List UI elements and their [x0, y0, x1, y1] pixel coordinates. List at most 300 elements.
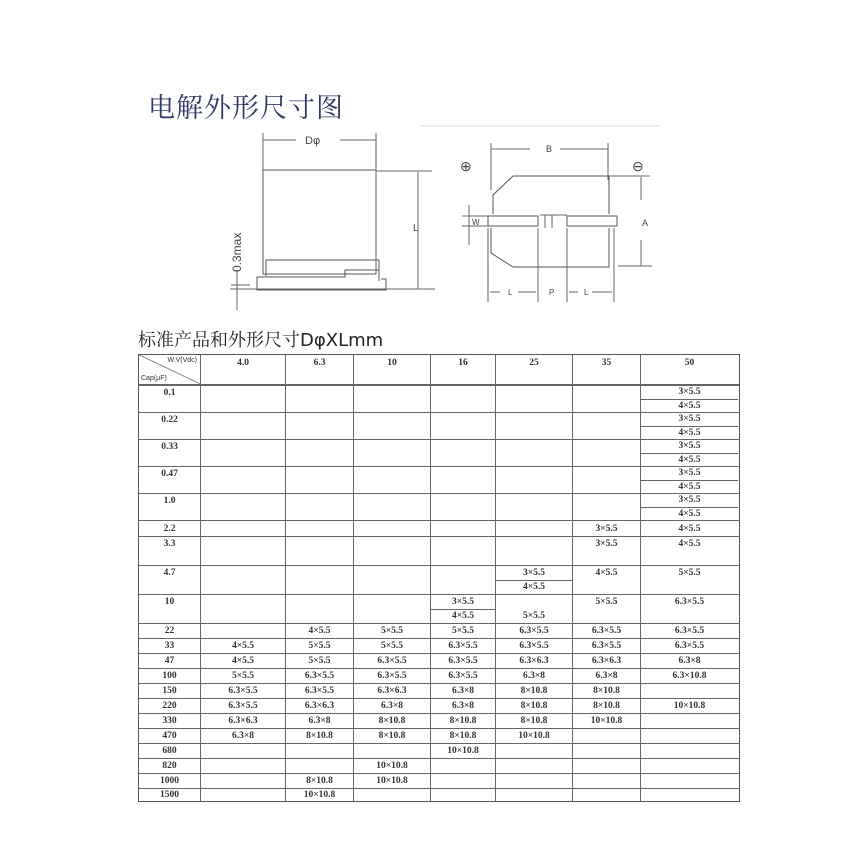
size-cell	[286, 639, 354, 653]
size-cell	[431, 440, 496, 466]
table-row	[139, 521, 739, 537]
size-value: 10×10.8	[673, 701, 706, 711]
capacitance-cell	[139, 467, 201, 493]
capacitance-value: 100	[162, 671, 177, 681]
size-cell	[354, 467, 431, 493]
size-value	[201, 759, 285, 773]
size-value	[573, 440, 640, 453]
size-cell	[354, 440, 431, 466]
size-cell	[354, 413, 431, 439]
size-cell	[496, 669, 573, 683]
size-cell	[431, 729, 496, 743]
size-value	[286, 386, 353, 399]
size-value: 6.3×5.5	[591, 641, 622, 651]
size-cell	[496, 521, 573, 536]
size-cell	[431, 566, 496, 594]
side-view-drawing	[462, 143, 652, 302]
size-value	[496, 440, 572, 453]
capacitance-cell	[139, 699, 201, 713]
size-value	[286, 494, 353, 507]
size-value: 6.3×5.5	[377, 656, 407, 666]
size-value-bottom: 4×5.5	[641, 480, 738, 494]
size-value: 6.3×6.3	[591, 656, 622, 666]
size-cell	[641, 467, 738, 493]
size-value	[573, 774, 640, 788]
size-cell	[573, 729, 641, 743]
size-cell	[286, 714, 354, 728]
size-value	[201, 774, 285, 788]
size-cell	[573, 639, 641, 653]
capacitance-value: 1500	[160, 790, 179, 800]
size-value: 5×5.5	[595, 596, 618, 607]
capacitance-cell	[139, 774, 201, 788]
table-row	[139, 744, 739, 759]
size-value: 5×5.5	[231, 671, 255, 681]
size-cell	[496, 654, 573, 668]
size-value: 8×10.8	[593, 701, 620, 711]
size-value: 10×10.8	[303, 790, 336, 800]
capacitance-cell	[139, 669, 201, 683]
size-cell	[286, 759, 354, 773]
voltage-header: 6.3	[286, 355, 354, 384]
size-cell	[286, 744, 354, 758]
size-cell	[431, 774, 496, 788]
size-cell	[573, 789, 641, 801]
size-value	[286, 521, 353, 536]
size-value: 4×5.5	[231, 641, 255, 651]
size-value: 5×5.5	[451, 626, 475, 636]
table-row	[139, 669, 739, 684]
size-cell	[496, 440, 573, 466]
size-cell	[354, 537, 431, 565]
size-value: 10×10.8	[518, 731, 550, 741]
voltage-header: 4.0	[201, 355, 286, 384]
size-cell	[496, 759, 573, 773]
size-value: 6.3×8	[522, 671, 546, 681]
size-cell	[286, 684, 354, 698]
size-value	[431, 467, 495, 480]
capacitance-cell	[139, 624, 201, 638]
size-cell	[641, 744, 738, 758]
capacitance-value: 330	[162, 716, 177, 726]
size-cell	[641, 759, 738, 773]
capacitance-value: 22	[164, 626, 175, 636]
size-cell	[431, 624, 496, 638]
size-value: 6.3×6.3	[519, 656, 549, 666]
voltage-axis-label: W.V(Vdc)	[167, 357, 197, 364]
size-value	[573, 494, 640, 507]
size-cell	[641, 440, 738, 466]
size-value: 6.3×8	[380, 701, 404, 711]
size-cell	[496, 494, 573, 520]
table-row	[139, 639, 739, 654]
size-value	[201, 566, 285, 579]
capacitance-cell	[139, 654, 201, 668]
size-value	[431, 759, 495, 773]
table-row	[139, 714, 739, 729]
size-value	[201, 386, 285, 399]
size-cell	[201, 714, 286, 728]
capacitance-cell	[139, 759, 201, 773]
size-value: 8×10.8	[378, 731, 406, 741]
capacitance-value: 1.0	[163, 495, 176, 506]
size-cell	[286, 440, 354, 466]
size-cell	[201, 467, 286, 493]
size-value-top: 3×5.5	[451, 596, 475, 607]
size-value	[201, 789, 285, 801]
size-cell	[354, 669, 431, 683]
size-value	[496, 386, 572, 399]
size-cell	[573, 537, 641, 565]
size-cell	[286, 494, 354, 520]
size-cell	[201, 595, 286, 623]
size-value	[431, 789, 495, 801]
size-value: 6.3×8	[451, 701, 475, 711]
capacitance-value: 1000	[160, 776, 179, 786]
size-cell	[496, 744, 573, 758]
table-row	[139, 654, 739, 669]
size-value: 4×5.5	[308, 626, 331, 636]
size-cell	[201, 789, 286, 801]
size-value: 6.3×5.5	[377, 671, 407, 681]
capacitance-cell	[139, 729, 201, 743]
capacitance-cell	[139, 789, 201, 801]
size-cell	[496, 624, 573, 638]
capacitance-cell	[139, 440, 201, 466]
size-value	[201, 494, 285, 507]
size-cell	[201, 639, 286, 653]
size-value: 6.3×5.5	[519, 641, 549, 651]
size-cell	[641, 654, 738, 668]
table-row	[139, 774, 739, 789]
capacitance-cell	[139, 494, 201, 520]
size-value: 8×10.8	[520, 701, 548, 711]
size-cell	[286, 537, 354, 565]
size-cell	[286, 699, 354, 713]
size-cell	[286, 669, 354, 683]
size-cell	[354, 566, 431, 594]
size-value	[431, 440, 495, 453]
size-value	[201, 413, 285, 426]
size-value	[496, 759, 572, 773]
size-value	[496, 789, 572, 801]
size-value: 6.3×6.3	[228, 716, 258, 726]
size-value	[641, 744, 738, 758]
size-value	[573, 744, 640, 758]
size-value: 6.3×5.5	[448, 656, 478, 666]
size-value: 8×10.8	[306, 776, 333, 786]
size-cell	[573, 759, 641, 773]
size-value	[354, 789, 430, 801]
size-cell	[354, 624, 431, 638]
voltage-header: 35	[573, 355, 641, 384]
size-value	[496, 744, 572, 758]
size-cell	[201, 774, 286, 788]
table-row	[139, 699, 739, 714]
size-cell	[201, 624, 286, 638]
size-cell	[201, 654, 286, 668]
size-cell	[431, 639, 496, 653]
size-cell	[286, 789, 354, 801]
size-value	[573, 729, 640, 743]
size-value	[286, 759, 353, 773]
size-value: 6.3×5.5	[448, 671, 478, 681]
size-cell	[496, 684, 573, 698]
size-cell	[496, 595, 573, 623]
size-cell	[354, 521, 431, 536]
table-row	[139, 537, 739, 566]
size-value	[496, 537, 572, 550]
capacitance-value: 33	[164, 641, 175, 651]
size-value-top: 3×5.5	[678, 441, 701, 452]
size-value: 5×5.5	[678, 567, 701, 578]
size-value-bottom: 5×5.5	[522, 611, 546, 621]
size-value: 4×5.5	[678, 538, 701, 549]
size-cell	[354, 714, 431, 728]
size-value	[286, 595, 353, 608]
size-value	[201, 467, 285, 480]
size-cell	[573, 566, 641, 594]
size-cell	[201, 537, 286, 565]
table-row	[139, 494, 739, 521]
size-cell	[354, 595, 431, 623]
capacitance-value: 47	[164, 656, 175, 666]
size-value: 6.3×5.5	[228, 686, 258, 696]
size-value-bottom: 4×5.5	[641, 507, 738, 521]
size-value	[286, 537, 353, 550]
size-value-top	[496, 595, 572, 609]
size-value: 8×10.8	[449, 716, 477, 726]
size-value	[431, 494, 495, 507]
capacitance-cell	[139, 386, 201, 412]
table-row	[139, 624, 739, 639]
size-cell	[286, 624, 354, 638]
size-value: 8×10.8	[306, 731, 333, 741]
size-cell	[573, 684, 641, 698]
size-cell	[496, 639, 573, 653]
size-value: 10×10.8	[590, 716, 623, 726]
size-cell	[201, 413, 286, 439]
size-value	[641, 684, 738, 698]
size-cell	[354, 494, 431, 520]
size-value	[201, 744, 285, 758]
size-value: 10×10.8	[447, 746, 479, 756]
size-value	[201, 537, 285, 550]
size-cell	[573, 413, 641, 439]
size-cell	[573, 467, 641, 493]
size-value	[431, 537, 495, 550]
size-cell	[201, 759, 286, 773]
b-label: B	[546, 144, 553, 154]
size-cell	[496, 537, 573, 565]
size-cell	[431, 595, 496, 623]
size-value	[286, 440, 353, 453]
size-value: 6.3×5.5	[674, 626, 705, 636]
size-cell	[431, 654, 496, 668]
size-value: 6.3×5.5	[228, 701, 258, 711]
capacitance-value: 3.3	[163, 538, 176, 549]
size-cell	[431, 413, 496, 439]
size-cell	[286, 774, 354, 788]
size-value	[573, 413, 640, 426]
size-value-bottom: 4×5.5	[641, 426, 738, 440]
size-value	[201, 624, 285, 638]
size-cell	[354, 699, 431, 713]
size-cell	[431, 789, 496, 801]
size-value	[286, 744, 353, 758]
size-value	[573, 467, 640, 480]
capacitance-cell	[139, 566, 201, 594]
size-cell	[354, 386, 431, 412]
size-cell	[286, 521, 354, 536]
size-value	[573, 759, 640, 773]
size-value	[431, 521, 495, 536]
size-cell	[431, 684, 496, 698]
size-cell	[573, 654, 641, 668]
minus-symbol: ⊖	[632, 158, 644, 174]
size-value	[641, 714, 738, 728]
size-value: 4×5.5	[678, 523, 701, 534]
size-value	[431, 413, 495, 426]
size-cell	[496, 566, 573, 594]
size-cell	[641, 774, 738, 788]
length-label: L	[413, 223, 419, 234]
size-cell	[573, 595, 641, 623]
size-value: 4×5.5	[595, 567, 618, 578]
voltage-header: 50	[684, 358, 695, 368]
size-cell	[641, 537, 738, 565]
size-cell	[201, 684, 286, 698]
capacitance-value: 0.47	[161, 468, 178, 479]
size-cell	[354, 744, 431, 758]
a-label: A	[642, 218, 649, 228]
capacitance-value: 820	[162, 761, 177, 771]
size-cell	[496, 789, 573, 801]
table-title: 标准产品和外形尺寸DφXLmm	[138, 330, 384, 351]
size-value-bottom: 4×5.5	[496, 580, 572, 595]
plus-symbol: ⊕	[460, 158, 472, 174]
size-value: 5×5.5	[380, 641, 404, 651]
size-value	[641, 729, 738, 743]
size-value	[573, 386, 640, 399]
size-value: 6.3×6.3	[377, 686, 407, 696]
size-cell	[354, 684, 431, 698]
size-value: 10×10.8	[376, 761, 408, 771]
size-value: 6.3×5.5	[304, 671, 335, 681]
table-corner-header	[139, 355, 201, 384]
size-cell	[496, 699, 573, 713]
size-value	[496, 413, 572, 426]
size-cell	[201, 744, 286, 758]
size-cell	[201, 440, 286, 466]
size-value: 6.3×8	[308, 716, 331, 726]
p-label: P	[549, 288, 555, 297]
size-value-top: 3×5.5	[678, 468, 701, 479]
l-right-label: L	[584, 288, 589, 297]
size-cell	[496, 386, 573, 412]
size-value	[354, 537, 430, 550]
size-cell	[496, 729, 573, 743]
size-cell	[573, 669, 641, 683]
size-cell	[641, 595, 738, 623]
table-row	[139, 729, 739, 744]
size-value	[496, 467, 572, 480]
dimension-drawings	[0, 0, 850, 330]
size-cell	[641, 669, 738, 683]
size-cell	[641, 684, 738, 698]
size-cell	[573, 494, 641, 520]
w-label: W	[472, 218, 480, 227]
size-value: 8×10.8	[593, 686, 620, 696]
size-cell	[286, 386, 354, 412]
size-cell	[573, 521, 641, 536]
size-cell	[641, 386, 738, 412]
size-value	[496, 494, 572, 507]
size-value	[431, 386, 495, 399]
size-value	[286, 467, 353, 480]
table-row	[139, 386, 739, 413]
table-row	[139, 789, 739, 801]
size-cell	[201, 521, 286, 536]
size-value	[354, 386, 430, 399]
capacitance-value: 150	[162, 686, 177, 696]
size-cell	[431, 467, 496, 493]
size-cell	[201, 669, 286, 683]
size-cell	[641, 521, 738, 536]
size-value	[201, 595, 285, 608]
size-value	[354, 494, 430, 507]
size-cell	[431, 521, 496, 536]
size-cell	[354, 654, 431, 668]
size-value: 8×10.8	[449, 731, 477, 741]
table-row	[139, 467, 739, 494]
size-cell	[431, 699, 496, 713]
size-cell	[573, 624, 641, 638]
size-cell	[286, 595, 354, 623]
size-cell	[286, 467, 354, 493]
size-cell	[201, 566, 286, 594]
capacitance-value: 470	[162, 731, 177, 741]
size-value	[641, 774, 738, 788]
size-value: 8×10.8	[378, 716, 406, 726]
size-cell	[201, 729, 286, 743]
capacitance-cell	[139, 744, 201, 758]
size-value	[641, 789, 738, 801]
table-row	[139, 440, 739, 467]
size-cell	[431, 714, 496, 728]
size-value: 5×5.5	[308, 641, 331, 651]
diameter-label: Dφ	[305, 135, 321, 147]
size-value	[354, 440, 430, 453]
size-value: 6.3×6.3	[304, 701, 335, 711]
capacitance-value: 10	[164, 596, 175, 607]
size-cell	[573, 714, 641, 728]
size-value	[286, 566, 353, 579]
size-cell	[431, 386, 496, 412]
size-cell	[354, 729, 431, 743]
size-value: 6.3×8	[451, 686, 475, 696]
capacitance-cell	[139, 537, 201, 565]
capacitance-cell	[139, 413, 201, 439]
size-cell	[286, 566, 354, 594]
size-value: 6.3×8	[231, 731, 255, 741]
size-value: 8×10.8	[520, 716, 548, 726]
capacitance-value: 680	[162, 746, 177, 756]
capacitance-value: 4.7	[163, 567, 176, 578]
size-value: 6.3×5.5	[674, 641, 705, 651]
size-value-bottom: 4×5.5	[641, 453, 738, 467]
size-value: 6.3×8	[595, 671, 618, 681]
